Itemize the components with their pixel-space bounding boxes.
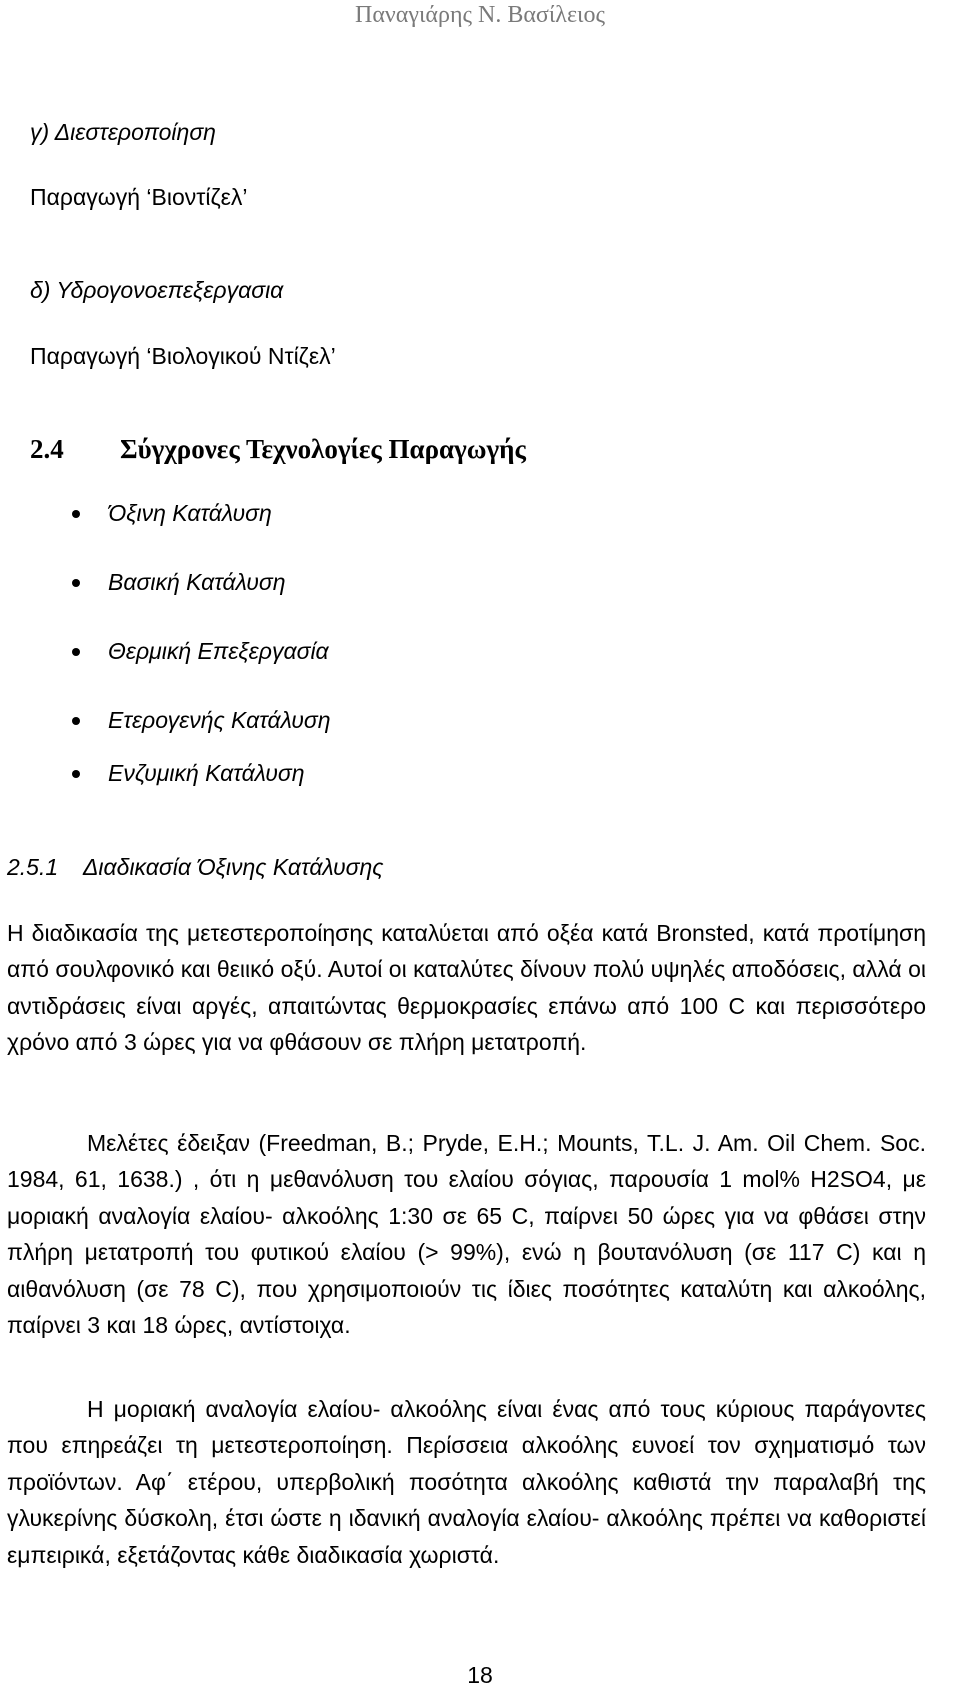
product-line-biodiesel: Παραγωγή ‘Βιοντίζελ’ bbox=[30, 184, 248, 210]
section-title: Σύγχρονες Τεχνολογίες Παραγωγής bbox=[120, 434, 526, 464]
paragraph-studies: Μελέτες έδειξαν (Freedman, B.; Pryde, E.H.; Mounts, T.L. J. Am. Oil Chem. Soc. 1984, 61, 1638.) , ότι η μεθανόλυση του ελαίου σόγιας, παρουσία 1 mol% H2SO4, με μοριακή αναλογία ελαίου- αλκοόλης 1:30 σε 65 C, παίρνει 50 ώρες για να φθάσει στην πλήρη μετατροπή του φυτικού ελαίου (> 99%), ενώ η βουτανόλυση (σε 117 C) και η αιθανόλυση (σε 78 C), που χρησιμοποιούν τις ίδιες ποσότητες καταλύτη και αλκοόλης, παίρνει 3 και 18 ώρες, αντίστοιχα. bbox=[7, 1130, 926, 1339]
paragraph-acid-catalysis: Η διαδικασία της μετεστεροποίησης καταλύεται από οξέα κατά Bronsted, κατά προτίμηση από σουλφονικό και θειικό οξύ. Αυτοί οι καταλύτες δίνουν πολύ υψηλές αποδόσεις, αλλά οι αντιδράσεις είναι αργές, απαιτώντας θερμοκρασίες επάνω από 100 C και περισσότερο χρόνο από 3 ώρες για να φθάσουν σε πλήρη μετατροπή. bbox=[7, 920, 926, 1056]
bullet-text: Θερμική Επεξεργασία bbox=[108, 638, 329, 664]
bullet-text: Βασική Κατάλυση bbox=[108, 569, 286, 595]
section-number: 2.4 bbox=[30, 434, 64, 464]
paragraph-molar-ratio: Η μοριακή αναλογία ελαίου- αλκοόλης είναι ένας από τους κύριους παράγοντες που επηρεάζει τη μετεστεροποίηση. Περίσσεια αλκοόλης ευνοεί τον σχηματισμό των προϊόντων. Αφ΄ ετέρου, υπερβολική ποσότητα αλκοόλης καθιστά την παραλαβή της γλυκερίνης δύσκολη, έτσι ώστε η ιδανική αναλογία ελαίου- αλκοόλης πρέπει να καθοριστεί εμπειρικά, εξετάζοντας κάθε διαδικασία χωριστά. bbox=[7, 1396, 926, 1568]
section-heading bbox=[30, 434, 526, 465]
subsection-heading bbox=[7, 852, 383, 882]
bullet-dot-icon bbox=[72, 770, 80, 778]
bullet-dot-icon bbox=[72, 510, 80, 518]
page-header-author: Παναγιάρης Ν. Βασίλειος bbox=[355, 2, 605, 28]
bullet-text: Ενζυμική Κατάλυση bbox=[108, 760, 305, 786]
subsection-title: Διαδικασία Όξινης Κατάλυσης bbox=[83, 854, 384, 880]
subsection-number: 2.5.1 bbox=[7, 854, 59, 880]
list-item-gamma: γ) Διεστεροποίηση bbox=[30, 119, 216, 145]
bullet-text: Ετερογενής Κατάλυση bbox=[108, 707, 331, 733]
list-item-delta: δ) Υδρογονοεπεξεργασια bbox=[30, 277, 284, 303]
bullet-dot-icon bbox=[72, 579, 80, 587]
page-number: 18 bbox=[467, 1662, 493, 1688]
bullet-dot-icon bbox=[72, 648, 80, 656]
bullet-dot-icon bbox=[72, 717, 80, 725]
bullet-text: Όξινη Κατάλυση bbox=[108, 500, 272, 526]
product-line-bio-diesel: Παραγωγή ‘Βιολογικού Ντίζελ’ bbox=[30, 343, 336, 369]
